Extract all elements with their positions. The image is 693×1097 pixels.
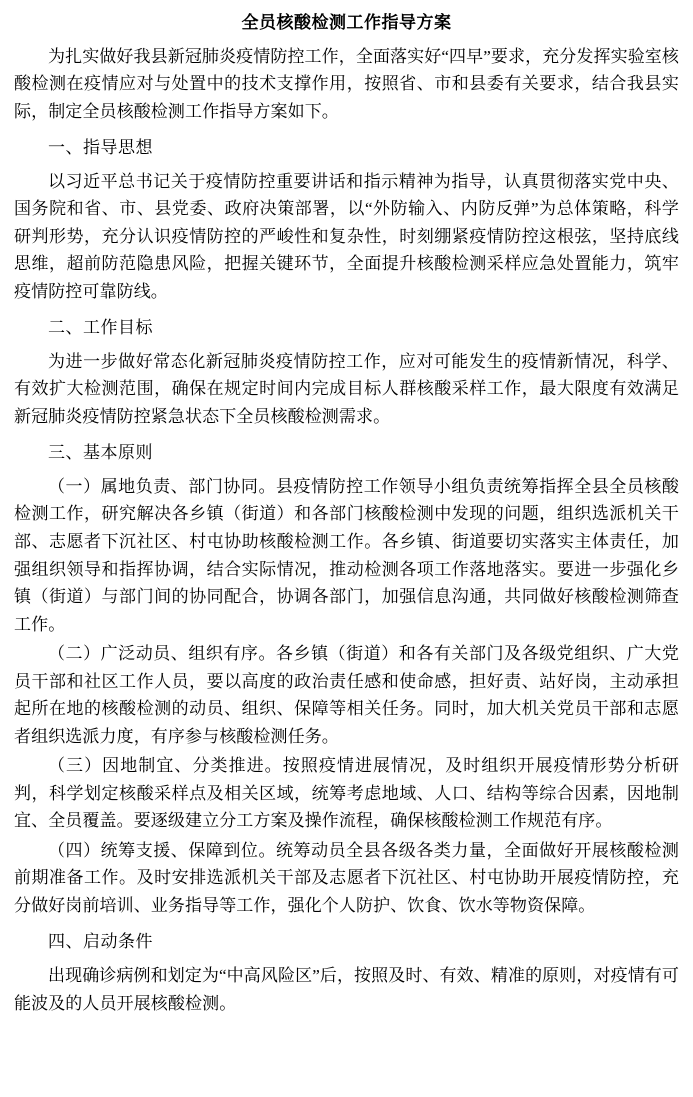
document-body <box>14 43 679 1018</box>
paragraph-principle-1: （一）属地负责、部门协同。县疫情防控工作领导小组负责统筹指挥全县全员核酸检测工作，研究解决各乡镇（街道）和各部门核酸检测中发现的问题，组织选派机关干部、志愿者下沉社区、村屯协助核酸检测工作。各乡镇、街道要切实落实主体责任，加强组织领导和指挥协调，结合实际情况，推动检测各项工作落地落实。要进一步强化乡镇（街道）与部门间的协同配合，协调各部门，加强信息沟通，共同做好核酸检测筛查工作。 <box>14 476 679 634</box>
section-heading-2: 二、工作目标 <box>48 318 153 338</box>
paragraph-principle-3: （三）因地制宜、分类推进。按照疫情进展情况，及时组织开展疫情形势分析研判，科学划定核酸采样点及相关区域，统筹考虑地域、人口、结构等综合因素，因地制宜、全员覆盖。要逐级建立分工方案及操作流程，确保核酸检测工作规范有序。 <box>14 756 679 831</box>
section-heading-1: 一、指导思想 <box>48 138 153 158</box>
section-heading-3: 三、基本原则 <box>48 443 153 463</box>
paragraph-intro: 为扎实做好我县新冠肺炎疫情防控工作，全面落实好“四早”要求，充分发挥实验室核酸检测在疫情应对与处置中的技术支撑作用，按照省、市和县委有关要求，结合我县实际，制定全员核酸检测工作指导方案如下。 <box>14 46 679 121</box>
paragraph-start-condition: 出现确诊病例和划定为“中高风险区”后，按照及时、有效、精准的原则，对疫情有可能波及的人员开展核酸检测。 <box>14 965 679 1013</box>
paragraph-principle-2: （二）广泛动员、组织有序。各乡镇（街道）和各有关部门及各级党组织、广大党员干部和社区工作人员，要以高度的政治责任感和使命感，担好责、站好岗，主动承担起所在地的核酸检测的动员、组织、保障等相关任务。同时，加大机关党员干部和志愿者组织选派力度，有序参与核酸检测任务。 <box>14 644 679 746</box>
paragraph-guiding-thought: 以习近平总书记关于疫情防控重要讲话和指示精神为指导，认真贯彻落实党中央、国务院和省、市、县党委、政府决策部署，以“外防输入、内防反弹”为总体策略，科学研判形势，充分认识疫情防控的严峻性和复杂性，时刻绷紧疫情防控这根弦，坚持底线思维，超前防范隐患风险，把握关键环节，全面提升核酸检测采样应急处置能力，筑牢疫情防控可靠防线。 <box>14 171 679 301</box>
paragraph-work-goal: 为进一步做好常态化新冠肺炎疫情防控工作，应对可能发生的疫情新情况，科学、有效扩大检测范围，确保在规定时间内完成目标人群核酸采样工作，最大限度有效满足新冠肺炎疫情防控紧急状态下全员核酸检测需求。 <box>14 351 679 426</box>
section-heading-4: 四、启动条件 <box>48 932 153 952</box>
page-title: 全员核酸检测工作指导方案 <box>241 13 452 32</box>
paragraph-principle-4: （四）统筹支援、保障到位。统筹动员全县各级各类力量，全面做好开展核酸检测前期准备工作。及时安排选派机关干部及志愿者下沉社区、村屯协助开展疫情防控，充分做好岗前培训、业务指导等工作，强化个人防护、饮食、饮水等物资保障。 <box>14 840 679 915</box>
